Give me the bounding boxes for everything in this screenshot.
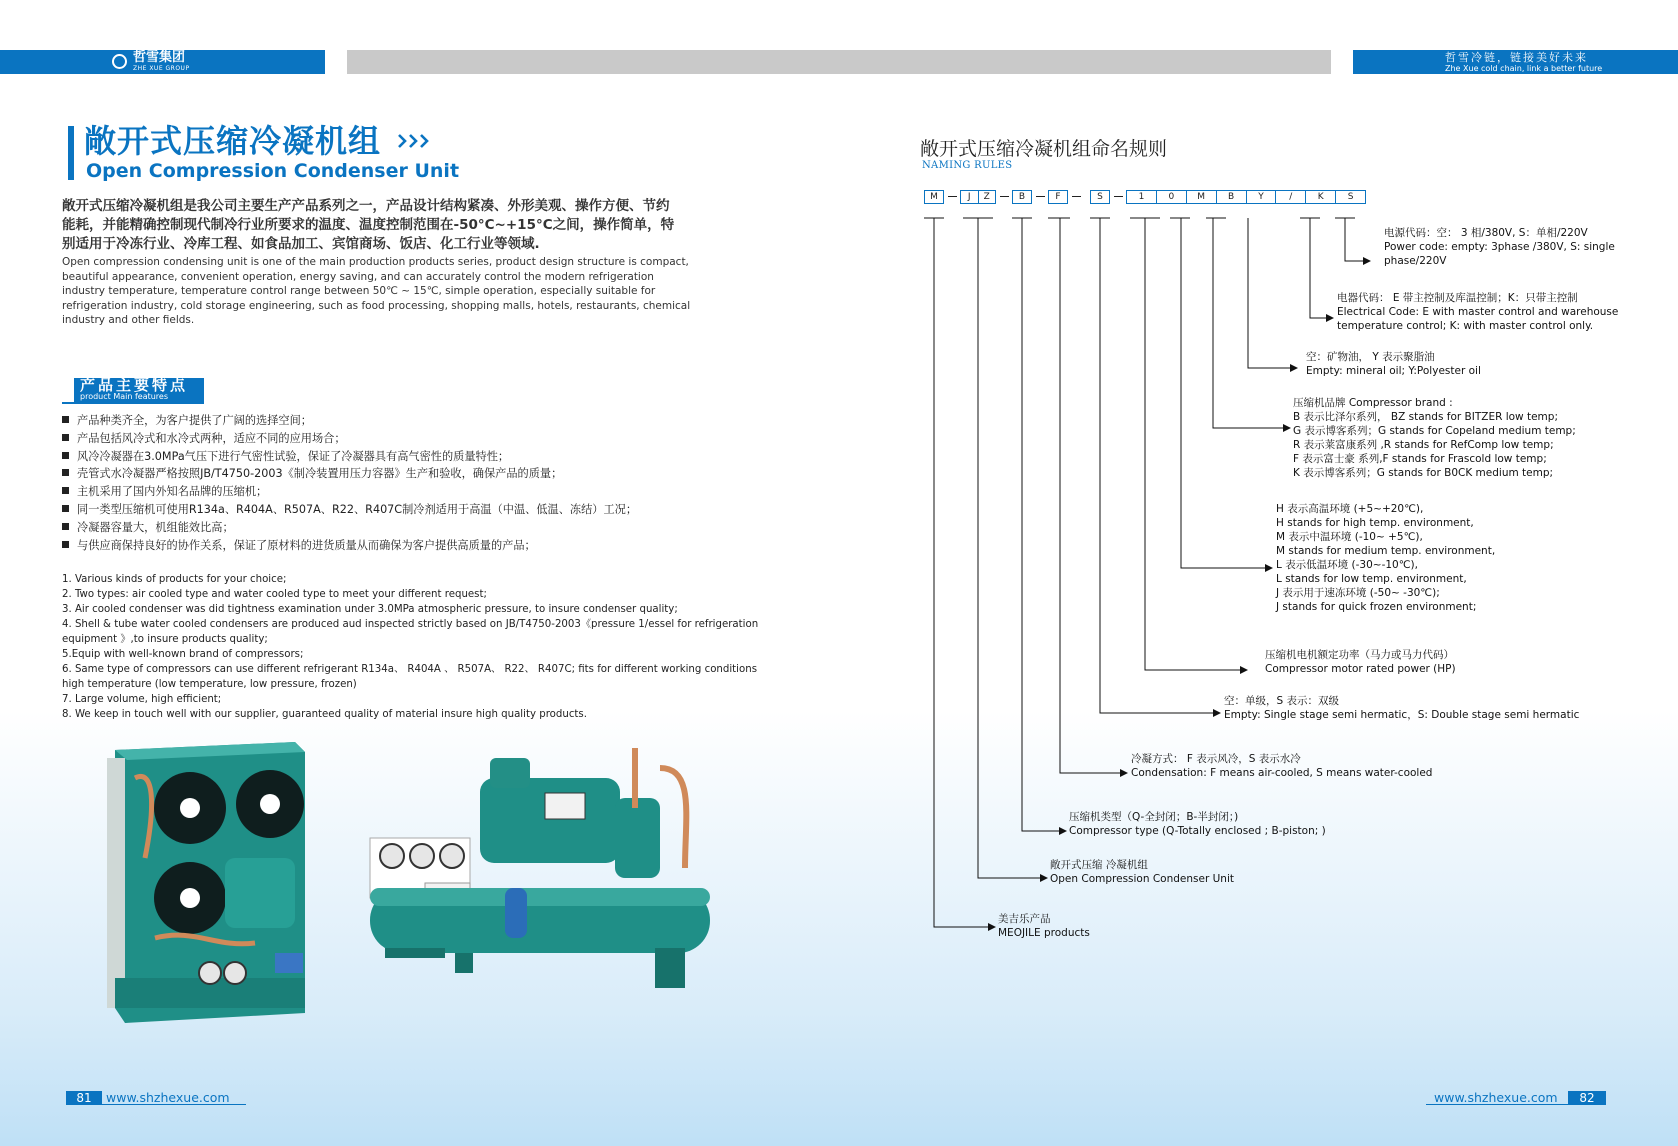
desc-line: L 表示低温环境 (-30~-10℃), <box>1276 559 1418 571</box>
feature-item-en: 2. Two types: air cooled type and water cooled type to meet your different request; <box>62 589 487 600</box>
feature-item-cn: 壳管式水冷凝器严格按照JB/T4750-2003《制冷装置用压力容器》生产和验收，确保产品的质量； <box>62 465 637 483</box>
desc-line: Power code: empty: 3phase /380V, S: single <box>1384 241 1615 253</box>
desc-line: J 表示用于速冻环境 (-50~ -30℃); <box>1276 587 1440 599</box>
desc-line: L stands for low temp. environment, <box>1276 573 1467 585</box>
desc-line: Electrical Code: E with master control and warehouse <box>1337 306 1619 318</box>
intro-paragraph-en: Open compression condensing unit is one of the main production products series, product design structure is compact, beautiful appearance, convenient operation, energy saving, and can accurately control the modern refrigeration industry temperature, temperature control range between 50℃ ~ 15℃, simple operation, especially suitable for refrigeration industry, cold storage engineering, such as food processing, shopping malls, hotels, restaurants, chemical industry and other fields. <box>62 256 691 327</box>
code-char: Y <box>1247 191 1277 203</box>
desc-line: G 表示博客系列；G stands for Copeland medium temp; <box>1293 425 1576 437</box>
feature-item-cn: 产品种类齐全，为客户提供了广阔的选择空间； <box>62 412 637 430</box>
desc-line: H stands for high temp. environment, <box>1276 517 1474 529</box>
desc-unit-name <box>1050 858 1234 886</box>
logo-text-en: ZHE XUE GROUP <box>133 65 190 72</box>
slogan-en: Zhe Xue cold chain, link a better future <box>1445 64 1603 73</box>
feature-item-cn: 与供应商保持良好的协作关系，保证了原材料的进货质量从而确保为客户提供高质量的产品； <box>62 537 637 555</box>
desc-line: H 表示高温环境 (+5~+20℃), <box>1276 503 1424 515</box>
feature-item-en: 1. Various kinds of products for your choice; <box>62 574 287 585</box>
desc-line: Open Compression Condenser Unit <box>1050 873 1235 885</box>
desc-stage-type <box>1224 694 1579 722</box>
desc-compressor-brand <box>1293 396 1576 480</box>
code-char: M <box>1187 191 1217 203</box>
desc-line: Condensation: F means air-cooled, S means water-cooled <box>1131 767 1433 779</box>
desc-brand-products <box>998 912 1090 940</box>
page-number-left: 81 <box>66 1091 102 1105</box>
desc-line: phase/220V <box>1384 255 1447 267</box>
code-char: 1 <box>1127 191 1157 203</box>
feature-item-cn: 主机采用了国内外知名品牌的压缩机； <box>62 483 637 501</box>
code-char: / <box>1276 191 1306 203</box>
slogan-cn: 哲雪冷链，链接美好未来 <box>1445 51 1588 64</box>
code-char: F <box>1055 192 1061 202</box>
desc-line: Compressor type (Q-Totally enclosed ; B-piston; ) <box>1069 825 1326 837</box>
desc-line: Compressor motor rated power (HP) <box>1265 663 1456 675</box>
desc-line: 敞开式压缩 冷凝机组 <box>1050 859 1148 871</box>
desc-oil-type <box>1306 350 1481 378</box>
code-char: B <box>1217 191 1247 203</box>
code-char: 0 <box>1157 191 1187 203</box>
desc-line: 电器代码： E 带主控制及库温控制；K：只带主控制 <box>1337 292 1578 304</box>
feature-item-en: 8. We keep in touch well with our supplier, guaranteed quality of material insure high quality products. <box>62 709 587 720</box>
desc-line: 压缩机类型（Q-全封闭；B-半封闭；) <box>1069 811 1239 823</box>
website-link-right[interactable]: www.shzhexue.com <box>1434 1090 1558 1105</box>
desc-condensation <box>1131 752 1432 780</box>
page-title-cn-text: 敞开式压缩冷凝机组 <box>84 122 382 160</box>
desc-line: F 表示富士豪 系列,F stands for Frascold low temp; <box>1293 453 1547 465</box>
desc-line: 空：矿物油， Y 表示聚脂油 <box>1306 351 1435 363</box>
desc-line: Empty: Single stage semi hermatic，S: Double stage semi hermatic <box>1224 709 1580 721</box>
page-number-right: 82 <box>1568 1091 1606 1105</box>
desc-line: R 表示莱富康系列 ,R stands for RefComp low temp; <box>1293 439 1554 451</box>
feature-item-cn: 风冷冷凝器在3.0MPa气压下进行气密性试验，保证了冷凝器具有高气密性的质量特性； <box>62 448 637 466</box>
logo-text-cn: 哲雪集团 <box>133 50 186 65</box>
desc-line: 空：单级，S 表示：双级 <box>1224 695 1340 707</box>
desc-motor-power <box>1265 648 1456 676</box>
desc-line: K 表示博客系列；G stands for B0CK medium temp; <box>1293 467 1554 479</box>
features-heading-en: product Main features <box>80 392 169 401</box>
desc-line: B 表示比泽尔系列， BZ stands for BITZER low temp; <box>1293 411 1558 423</box>
desc-line: 压缩机电机额定功率（马力或马力代码） <box>1265 649 1454 661</box>
naming-rules-title-en: NAMING RULES <box>922 160 1013 171</box>
code-char: S <box>1097 192 1103 202</box>
intro-paragraph-cn: 敞开式压缩冷凝机组是我公司主要生产产品系列之一，产品设计结构紧凑、外形美观、操作方便、节约能耗，并能精确控制现代制冷行业所要求的温度、温度控制范围在-50°C~+15°C之间，操作简单，特别适用于冷冻行业、冷库工程、如食品加工、宾馆商场、饭店、化工行业等领域. <box>62 198 675 252</box>
website-link-left[interactable]: www.shzhexue.com <box>106 1090 230 1105</box>
desc-line: M stands for medium temp. environment, <box>1276 545 1496 557</box>
desc-power-code <box>1384 226 1615 268</box>
desc-line: 压缩机品牌 Compressor brand : <box>1293 397 1453 409</box>
features-heading-cn: 产品主要特点 <box>80 376 189 394</box>
code-char: M <box>930 192 938 202</box>
desc-compressor-type <box>1069 810 1326 838</box>
page-title-en: Open Compression Condenser Unit <box>86 160 460 182</box>
feature-item-en: 6. Same type of compressors can use different refrigerant R134a、 R404A 、 R507A、 R22、 R407C; fits for different working conditions high temperature (low temperature, low pressure, frozen) <box>62 664 758 690</box>
desc-line: 电源代码：空： 3 相/380V, S：单相/220V <box>1384 227 1588 239</box>
desc-line: 美吉乐产品 <box>998 913 1051 925</box>
feature-item-cn: 冷凝器容量大，机组能效比高； <box>62 519 637 537</box>
desc-line: 冷凝方式： F 表示风冷，S 表示水冷 <box>1131 753 1301 765</box>
code-char: K <box>1306 191 1336 203</box>
code-char: Z <box>983 192 990 202</box>
feature-item-en: 3. Air cooled condenser was did tightness examination under 3.0MPa atmospheric pressure, to insure condenser quality; <box>62 604 678 615</box>
desc-line: MEOJILE products <box>998 927 1090 939</box>
feature-item-en: 4. Shell & tube water cooled condensers are produced aud inspected strictly based on JB/T4750-2003《pressure 1/essel for refrigeration equipment 》,to insure products quality; <box>62 619 759 645</box>
desc-line: temperature control; K: with master control only. <box>1337 320 1594 332</box>
desc-electrical-code <box>1337 291 1618 333</box>
feature-item-en: 5.Equip with well-known brand of compressors; <box>62 649 304 660</box>
desc-line: J stands for quick frozen environment; <box>1276 601 1477 613</box>
feature-item-en: 7. Large volume, high efficient; <box>62 694 222 705</box>
naming-rules-title-cn: 敞开式压缩冷凝机组命名规则 <box>920 138 1168 160</box>
feature-item-cn: 产品包括风冷式和水冷式两种，适应不同的应用场合； <box>62 430 637 448</box>
desc-temperature-environment <box>1276 502 1495 614</box>
desc-line: Empty: mineral oil; Y:Polyester oil <box>1306 365 1481 377</box>
feature-item-cn: 同一类型压缩机可使用R134a、R404A、R507A、R22、R407C制冷剂适用于高温（中温、低温、冻结）工况； <box>62 501 637 519</box>
desc-line: M 表示中温环境 (-10~ +5℃), <box>1276 531 1423 543</box>
code-char: B <box>1018 192 1026 202</box>
code-char: S <box>1347 192 1354 202</box>
code-char: J <box>961 191 979 203</box>
